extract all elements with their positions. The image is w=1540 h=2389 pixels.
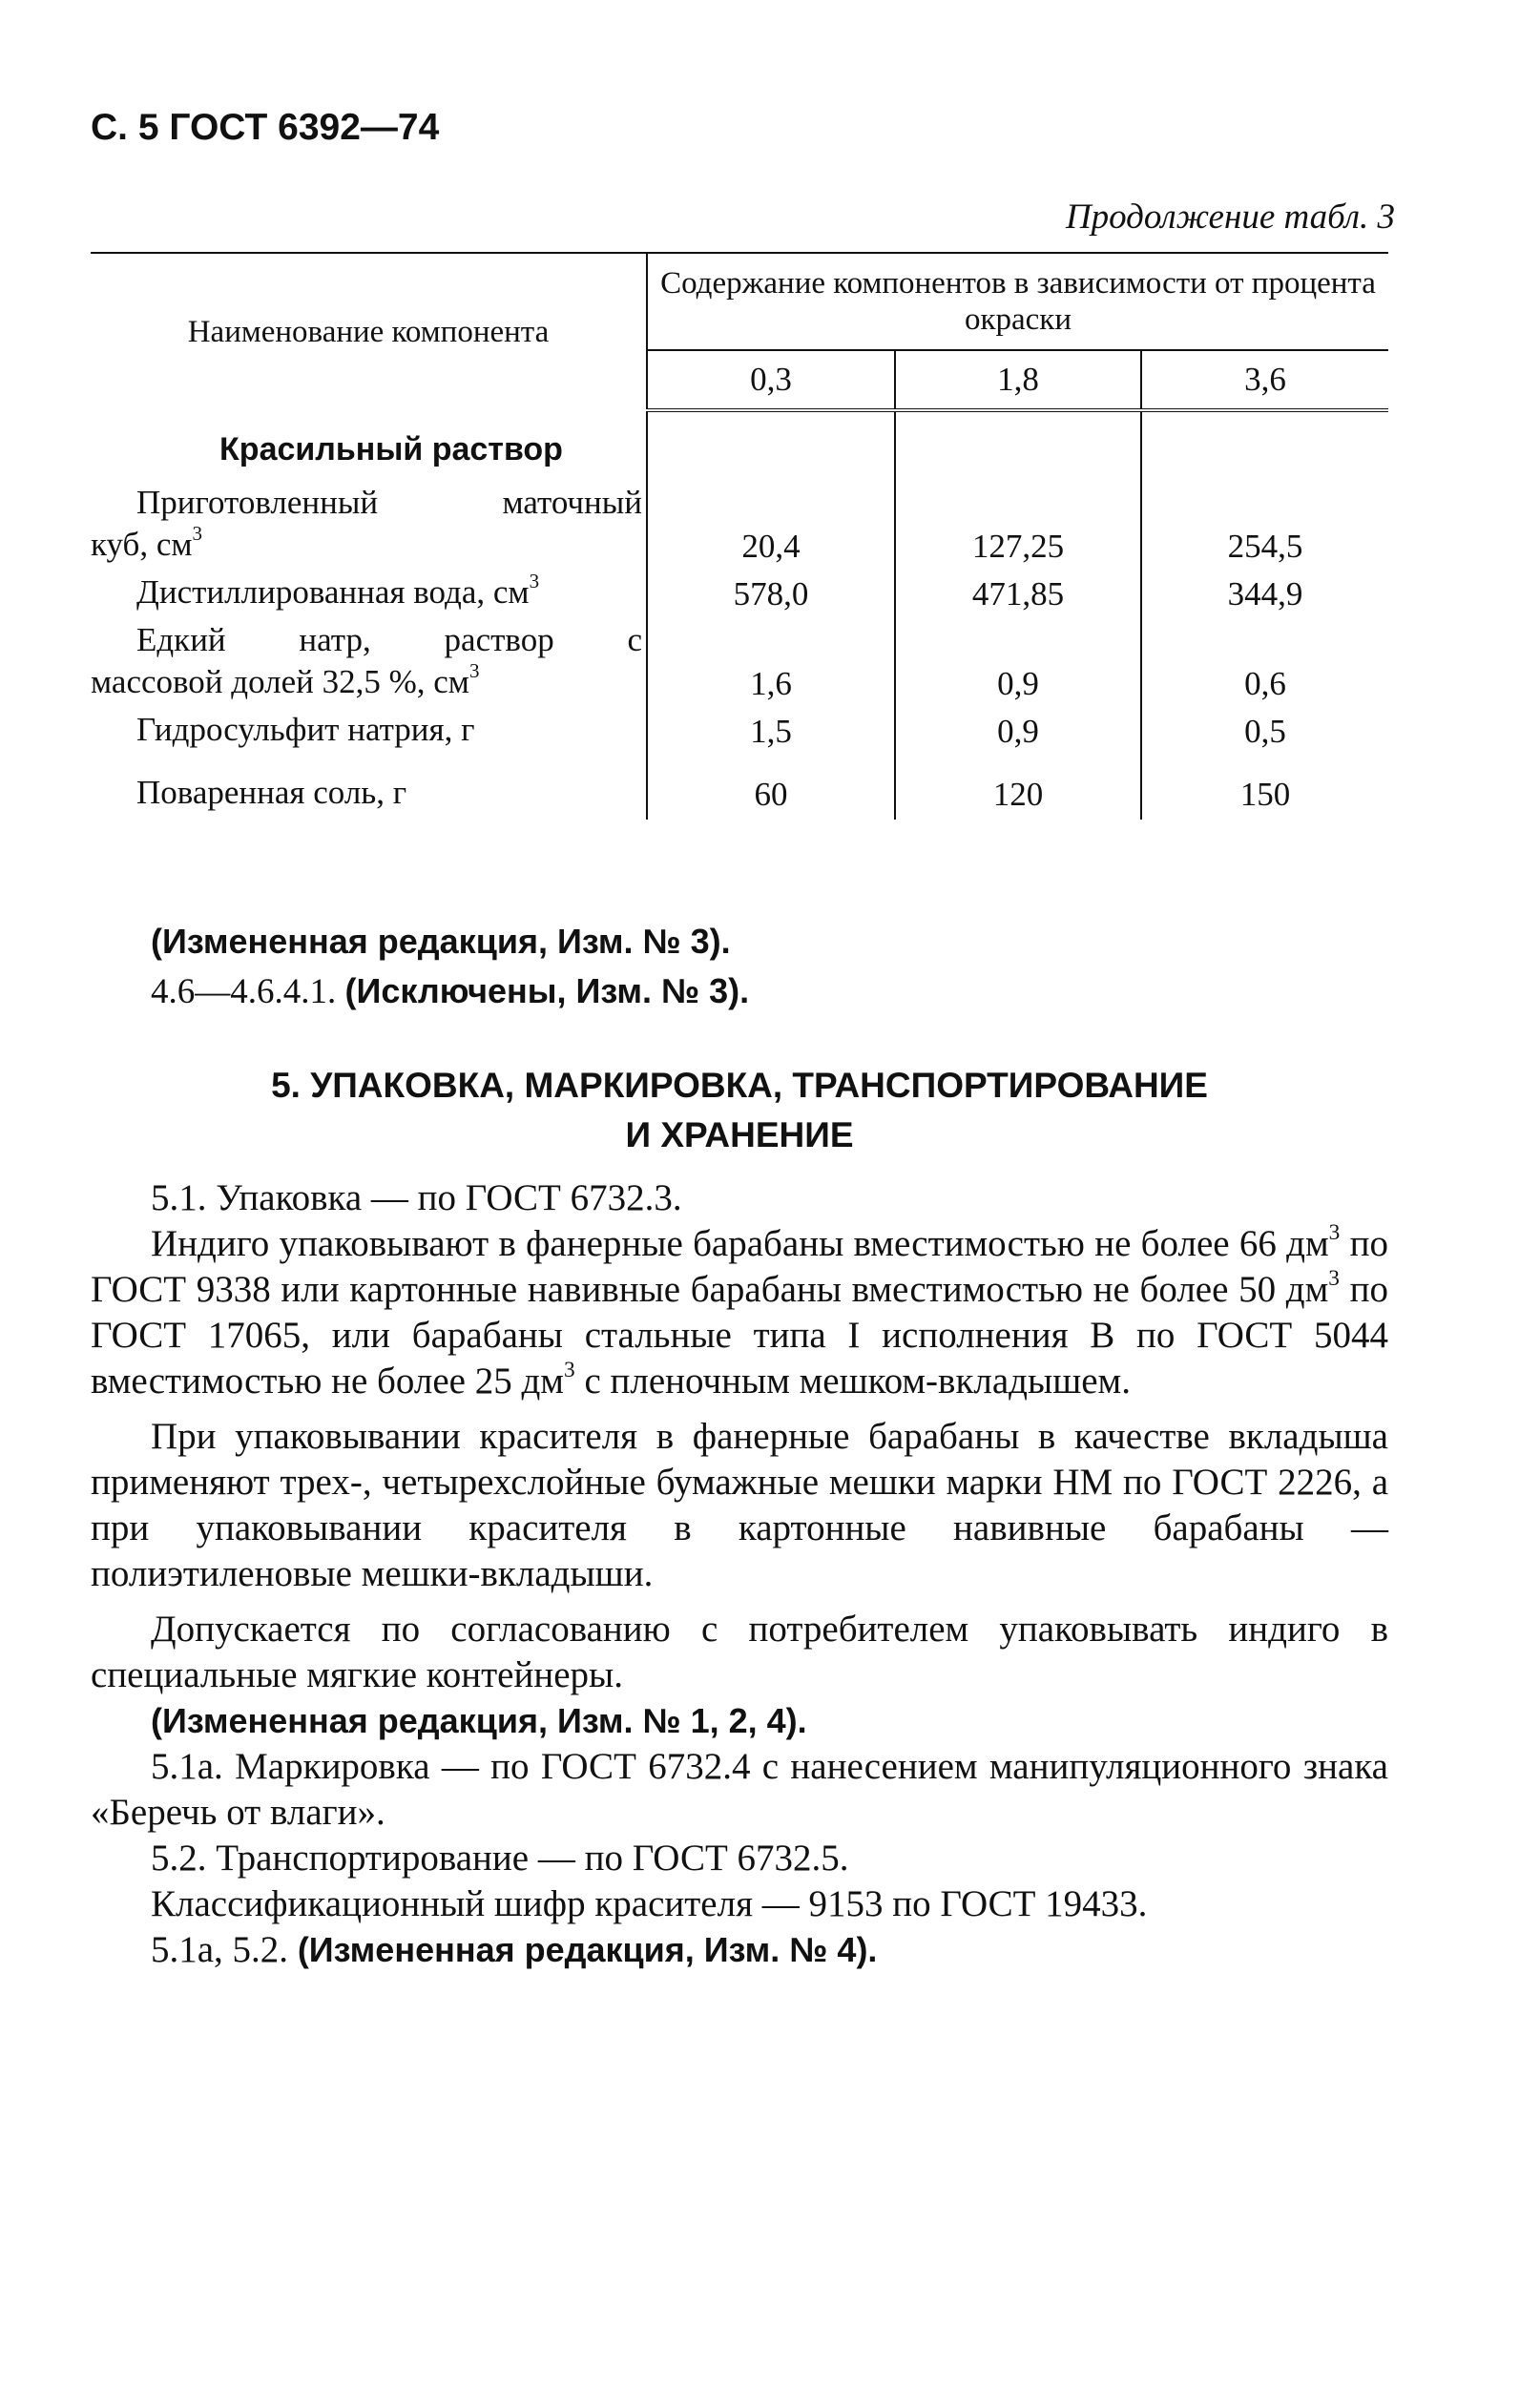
- paragraph: Индиго упаковывают в фанерные барабаны вместимостью не более 66 $дм^3$ по ГОСТ 9338 или картонные навивные барабаны вместимостью не более 50 $дм^3$ по ГОСТ 17065, или барабаны стальные типа I исполнения В по ГОСТ 5044 вместимостью не более 25 $дм^3$ с пленочным мешком-вкладышем.: [91, 1219, 1389, 1402]
- component-name: Едкий натр, раствор с массовой долей 32,5 %, $см^3$: [91, 621, 642, 700]
- table-cell: 60: [647, 757, 895, 820]
- table-cell: 120: [895, 757, 1141, 820]
- paragraph: 5.2. Транспортирование — по ГОСТ 6732.5.: [151, 1838, 849, 1879]
- paragraph: Классификационный шифр красителя — 9153 по ГОСТ 19433.: [151, 1883, 1148, 1924]
- component-name: Гидросульфит натрия, г: [136, 711, 475, 748]
- paragraph: 5.1. Упаковка — по ГОСТ 6732.3.: [151, 1177, 682, 1218]
- table-cell: 344,9: [1141, 571, 1388, 619]
- percent-header: 3,6: [1141, 350, 1388, 410]
- components-table: [91, 252, 1388, 820]
- table-cell: 0,9: [895, 709, 1141, 757]
- table-row: [91, 482, 1388, 571]
- section-body: [91, 1175, 1388, 1973]
- table-row: [91, 709, 1388, 757]
- table-continuation-label: Продолжение табл. 3: [1065, 197, 1395, 237]
- component-name: Приготовленный маточный куб, $см^3$: [91, 484, 642, 563]
- table-cell: 1,5: [647, 709, 895, 757]
- paragraph: 5.1а. Маркировка — по ГОСТ 6732.4 с нанесением манипуляционного знака «Беречь от влаги».: [91, 1746, 1388, 1833]
- table-cell: 254,5: [1141, 482, 1388, 571]
- percent-header: 0,3: [647, 350, 895, 410]
- excluded-note: 4.6—4.6.4.1. (Исключены, Изм. № 3).: [151, 971, 750, 1011]
- table-row: [91, 619, 1388, 709]
- table-cell: 1,6: [647, 619, 895, 709]
- table-cell: 0,5: [1141, 709, 1388, 757]
- amendment-note: (Измененная редакция, Изм. № 3).: [151, 922, 731, 961]
- component-name: Дистиллированная вода, $см^3$: [136, 570, 540, 611]
- table-cell: 0,9: [895, 619, 1141, 709]
- table-section-row: [91, 410, 1388, 482]
- column-header-name: Наименование компонента: [91, 253, 647, 410]
- paragraph: 5.1а, 5.2. (Измененная редакция, Изм. № 4).: [151, 1929, 878, 1970]
- paragraph: Допускается по согласованию с потребителем упаковывать индиго в специальные мягкие контейнеры.: [91, 1609, 1388, 1695]
- paragraph: (Измененная редакция, Изм. № 1, 2, 4).: [151, 1701, 807, 1740]
- table-row: [91, 757, 1388, 820]
- table-section-label: Красильный раствор: [219, 431, 563, 467]
- table-cell: 578,0: [647, 571, 895, 619]
- table-cell: 127,25: [895, 482, 1141, 571]
- table-cell: 20,4: [647, 482, 895, 571]
- page-header: С. 5 ГОСТ 6392—74: [91, 107, 440, 148]
- paragraph: При упаковывании красителя в фанерные барабаны в качестве вкладыша применяют трех-, четырехслойные бумажные мешки марки НМ по ГОСТ 2226, а при упаковывании красителя в картонные навивные барабаны — полиэтиленовые мешки-вкладыши.: [91, 1416, 1388, 1594]
- percent-header: 1,8: [895, 350, 1141, 410]
- table-row: [91, 571, 1388, 619]
- table-cell: 471,85: [895, 571, 1141, 619]
- table-cell: 150: [1141, 757, 1388, 820]
- column-header-group: Содержание компонентов в зависимости от процента окраски: [660, 266, 1376, 337]
- section-title: 5. УПАКОВКА, МАРКИРОВКА, ТРАНСПОРТИРОВАНИЕ И ХРАНЕНИЕ: [271, 1066, 1208, 1154]
- components-table-wrap: [91, 252, 1388, 820]
- table-cell: 0,6: [1141, 619, 1388, 709]
- component-name: Поваренная соль, г: [136, 774, 407, 811]
